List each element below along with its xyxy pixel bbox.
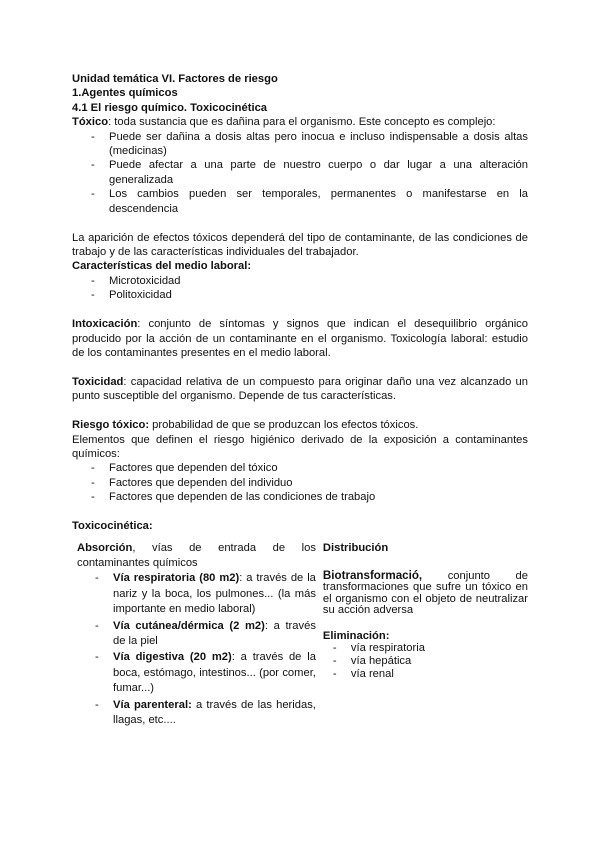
riesgo-list xyxy=(72,461,528,504)
toxicocinetica-table xyxy=(72,541,528,728)
aparicion-paragraph: La aparición de efectos tóxicos dependerá del tipo de contaminante, de las condiciones de trabajo y de las características individuales del trabajador. xyxy=(72,231,528,258)
list-item: - Los cambios pueden ser temporales, permanentes o manifestarse en la descendencia xyxy=(91,187,528,216)
list-item: - Puede ser dañina a dosis altas pero inocua e incluso indispensable a dosis altas (medicinas) xyxy=(91,130,528,159)
list-item: - Vía cutánea/dérmica (2 m2): a través de la piel xyxy=(95,619,316,650)
list-item: - Factores que dependen del individuo xyxy=(91,476,528,490)
distribucion-title: Distribución xyxy=(322,542,389,555)
document-page xyxy=(72,72,528,728)
toxicidad-paragraph xyxy=(72,375,528,404)
toxicocinetica-title: Toxicocinética: xyxy=(72,520,153,533)
list-item: - vía hepática xyxy=(333,655,528,668)
riesgo-paragraph xyxy=(72,418,528,432)
list-item: - Vía respiratoria (80 m2): a través de la nariz y la boca, los pulmones... (la más importante en medio laboral) xyxy=(95,571,316,617)
absorcion-heading xyxy=(77,541,316,570)
toxico-term: Tóxico xyxy=(72,116,109,129)
biotransformacion-term: Biotransformació, xyxy=(322,568,423,582)
intoxicacion-paragraph xyxy=(72,317,528,360)
subsection-title: 4.1 El riesgo químico. Toxicocinética xyxy=(72,101,268,114)
absorcion-column xyxy=(72,541,316,728)
list-item: - Microtoxicidad xyxy=(91,274,528,288)
unit-title: Unidad temática VI. Factores de riesgo xyxy=(72,73,278,85)
section-title: 1.Agentes químicos xyxy=(72,87,178,100)
toxicidad-term: Toxicidad xyxy=(72,375,124,388)
list-item: - Vía parenteral: a través de las heridas, llagas, etc.... xyxy=(95,698,316,729)
absorcion-def: , vías de entrada de los contaminantes químicos xyxy=(77,542,316,569)
list-item: - Puede afectar a una parte de nuestro cuerpo o dar lugar a una alteración generalizada xyxy=(91,158,528,187)
riesgo-term: Riesgo tóxico: xyxy=(72,419,150,432)
distribucion-column xyxy=(323,541,528,728)
eliminacion-title: Eliminación: xyxy=(322,629,390,642)
medio-title: Características del medio laboral: xyxy=(72,260,252,273)
toxico-list xyxy=(72,130,528,216)
biotransformacion-paragraph xyxy=(323,570,528,617)
biotransformacion-def: conjunto de transformaciones que sufre un tóxico en el organismo con el objeto de neutralizar su acción adversa xyxy=(322,569,528,617)
toxico-definition xyxy=(72,115,528,129)
absorcion-term: Absorción xyxy=(77,542,133,555)
list-item: - Vía digestiva (20 m2): a través de la boca, estómago, intestinos... (por comer, fumar...) xyxy=(95,650,316,696)
medio-list xyxy=(72,274,528,303)
list-item: - vía respiratoria xyxy=(333,642,528,655)
toxico-def: : toda sustancia que es dañina para el organismo. Este concepto es complejo: xyxy=(108,116,496,129)
list-item: - Factores que dependen del tóxico xyxy=(91,461,528,475)
riesgo-def: probabilidad de que se produzcan los efectos tóxicos. xyxy=(149,419,419,432)
eliminacion-list xyxy=(323,642,528,681)
list-item: - Politoxicidad xyxy=(91,288,528,302)
elementos-paragraph: Elementos que definen el riesgo higiénico derivado de la exposición a contaminantes químicos: xyxy=(72,433,528,460)
intoxicacion-term: Intoxicación xyxy=(72,318,138,331)
intoxicacion-def: : conjunto de síntomas y signos que indican el desequilibrio orgánico producido por la acción de un contaminante en el organismo. Toxicología laboral: estudio de los contaminantes presentes en el medio laboral. xyxy=(72,318,528,359)
list-item: - vía renal xyxy=(333,668,528,681)
toxicidad-def: : capacidad relativa de un compuesto para originar daño una vez alcanzado un punto susceptible del organismo. Depende de tus características. xyxy=(72,375,528,403)
list-item: - Factores que dependen de las condiciones de trabajo xyxy=(91,490,528,504)
vias-list xyxy=(77,571,316,728)
